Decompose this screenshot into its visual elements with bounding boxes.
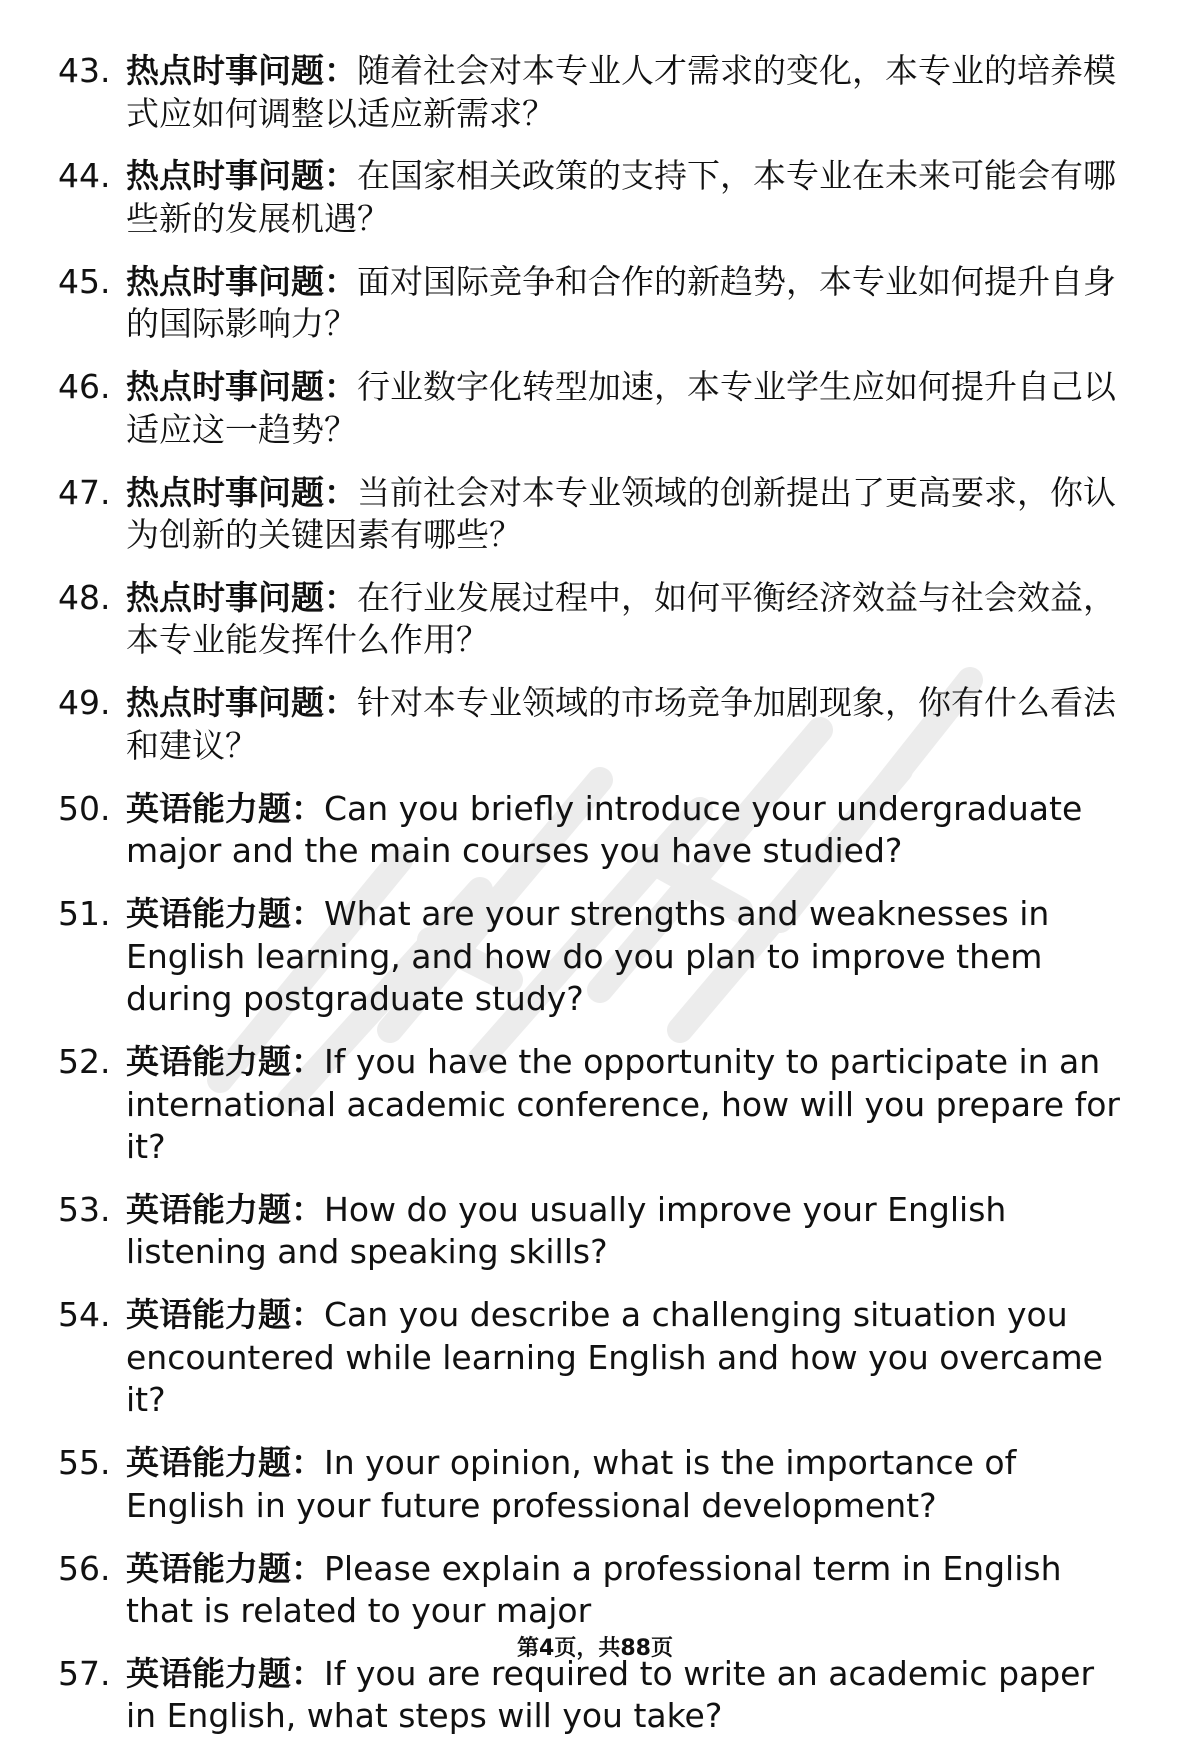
question-number: 50. <box>58 788 111 828</box>
question-item <box>0 788 1190 873</box>
question-category: 英语能力题： <box>126 1653 324 1693</box>
page-number: 第4页，共88页 <box>517 1636 673 1661</box>
question-number: 55. <box>58 1443 111 1483</box>
question-body <box>126 1548 1126 1633</box>
question-item <box>0 1294 1190 1422</box>
question-category: 热点时事问题： <box>126 472 357 512</box>
question-category: 英语能力题： <box>126 788 324 828</box>
question-item <box>0 155 1190 240</box>
question-category: 热点时事问题： <box>126 156 357 196</box>
question-text: 在行业发展过程中，如何平衡经济效益与社会效益，本专业能发挥什么作用？ <box>126 577 1116 660</box>
question-item <box>0 1548 1190 1633</box>
question-text: How do you usually improve your English listening and speaking skills? <box>126 1189 1007 1272</box>
question-item <box>0 1041 1190 1169</box>
question-body <box>126 788 1126 873</box>
question-item <box>0 893 1190 1021</box>
question-body <box>126 1189 1126 1274</box>
question-text: 行业数字化转型加速，本专业学生应如何提升自己以适应这一趋势？ <box>126 367 1116 449</box>
question-body <box>126 472 1126 557</box>
question-number: 48. <box>58 577 111 617</box>
question-number: 43. <box>58 51 111 90</box>
question-number: 45. <box>58 261 111 301</box>
question-body <box>126 261 1126 346</box>
question-category: 英语能力题： <box>126 1295 324 1335</box>
question-category: 热点时事问题： <box>126 367 357 407</box>
question-text: 面对国际竞争和合作的新趋势，本专业如何提升自身的国际影响力？ <box>126 261 1116 344</box>
question-number: 46. <box>58 367 111 407</box>
question-text: Can you describe a challenging situation you encountered while learning English and how you overcame it? <box>126 1295 1103 1420</box>
question-list <box>0 50 1190 1758</box>
question-text: 随着社会对本专业人才需求的变化，本专业的培养模式应如何调整以适应新需求？ <box>126 51 1116 133</box>
question-text: Please explain a professional term in English that is related to your major <box>126 1548 1062 1631</box>
question-category: 英语能力题： <box>126 894 324 934</box>
question-number: 52. <box>58 1042 111 1082</box>
question-text: 当前社会对本专业领域的创新提出了更高要求，你认为创新的关键因素有哪些？ <box>126 472 1116 555</box>
question-text: What are your strengths and weaknesses in English learning, and how do you plan to improve them during postgraduate study? <box>126 894 1050 1019</box>
question-body <box>126 1294 1126 1422</box>
question-item <box>0 682 1190 767</box>
question-number: 47. <box>58 472 111 512</box>
question-body <box>126 577 1126 662</box>
question-number: 56. <box>58 1548 111 1588</box>
question-number: 53. <box>58 1189 111 1229</box>
question-number: 44. <box>58 156 111 196</box>
question-body <box>126 366 1126 451</box>
question-text: In your opinion, what is the importance of English in your future professional development? <box>126 1443 1017 1525</box>
question-category: 英语能力题： <box>126 1443 324 1483</box>
question-category: 热点时事问题： <box>126 261 357 301</box>
question-category: 热点时事问题： <box>126 577 357 617</box>
question-item <box>0 1653 1190 1738</box>
question-category: 热点时事问题： <box>126 683 357 723</box>
question-category: 热点时事问题： <box>126 51 357 90</box>
question-body <box>126 1653 1126 1738</box>
question-number: 49. <box>58 683 111 723</box>
question-number: 54. <box>58 1295 111 1335</box>
question-category: 英语能力题： <box>126 1548 324 1588</box>
question-number: 57. <box>58 1653 111 1693</box>
question-item <box>0 472 1190 557</box>
question-item <box>0 261 1190 346</box>
question-category: 英语能力题： <box>126 1042 324 1082</box>
question-body <box>126 682 1126 767</box>
question-body <box>126 893 1126 1021</box>
question-item <box>0 577 1190 662</box>
question-item <box>0 50 1190 135</box>
question-category: 英语能力题： <box>126 1189 324 1229</box>
question-text: If you have the opportunity to participate in an international academic conference, how will you prepare for it? <box>126 1042 1120 1167</box>
question-body <box>126 1041 1126 1169</box>
question-item <box>0 366 1190 451</box>
question-body <box>126 1442 1126 1527</box>
question-text: If you are required to write an academic paper in English, what steps will you take? <box>126 1653 1095 1736</box>
question-number: 51. <box>58 894 111 934</box>
question-body <box>126 155 1126 240</box>
question-body <box>126 50 1126 135</box>
question-text: Can you briefly introduce your undergraduate major and the main courses you have studied? <box>126 788 1083 871</box>
question-text: 在国家相关政策的支持下，本专业在未来可能会有哪些新的发展机遇？ <box>126 156 1116 238</box>
question-text: 针对本专业领域的市场竞争加剧现象，你有什么看法和建议？ <box>126 683 1116 765</box>
question-item <box>0 1442 1190 1527</box>
question-item <box>0 1189 1190 1274</box>
